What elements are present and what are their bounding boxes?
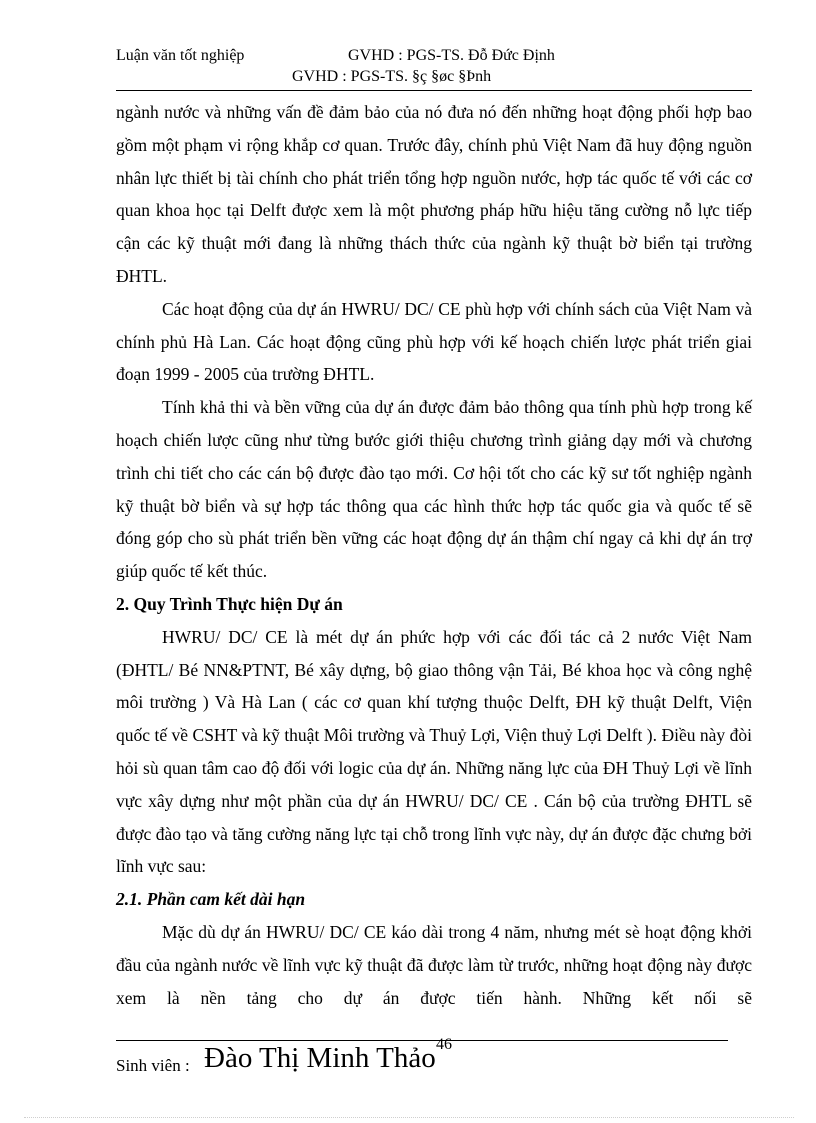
section-heading-2-1: 2.1. Phần cam kết dài hạn <box>116 889 306 910</box>
footer-student-name: Đào Thị Minh Thảo <box>204 1042 436 1074</box>
footer-student-label: Sinh viên : <box>116 1056 190 1075</box>
paragraph-policy: Các hoạt động của dự án HWRU/ DC/ CE phù hợp với chính sách của Việt Nam và chính phủ Hà Lan. Các hoạt động cũng phù hợp với kế hoạch chiến lược phát triển giai đoạn 1999 - 2005 của trường ĐHTL. <box>116 298 752 385</box>
page-bottom-dotted-line <box>24 1117 794 1118</box>
paragraph-long-term: Mặc dù dự án HWRU/ DC/ CE káo dài trong 4 năm, nhưng mét sè hoạt động khởi đầu của ngành nước về lĩnh vực kỹ thuật đã được làm từ trước, những hoạt động này được xem là nền tảng cho dự án được tiến hành. Những kết nối sẽ <box>116 921 752 1008</box>
header-thesis-label: Luận văn tốt nghiệp <box>116 47 245 64</box>
header-rule <box>116 90 752 91</box>
paragraph-continuation: ngành nước và những vấn đề đảm bảo của nó đưa nó đến những hoạt động phối hợp bao gồm một phạm vi rộng khắp cơ quan. Trước đây, chính phủ Việt Nam đã huy động nguồn nhân lực thiết bị tài chính cho phát triển tổng hợp nguồn nước, hợp tác quốc tế với các cơ quan khoa học tại Delft được xem là một phương pháp hữu hiệu tăng cường nỗ lực tiếp cận các kỹ thuật mới đang là những thách thức của ngành kỹ thuật bờ biển tại trường ĐHTL. <box>116 102 752 286</box>
header-advisor-garbled: GVHD : PGS-TS. §ç §øc §Þnh <box>292 68 492 85</box>
header-advisor: GVHD : PGS-TS. Đỗ Đức Định <box>348 47 555 64</box>
paragraph-feasibility: Tính khả thi và bền vững của dự án được đảm bảo thông qua tính phù hợp trong kế hoạch chiến lược cũng như từng bước giới thiệu chương trình giảng dạy mới và chương trình chi tiết cho các cán bộ được đào tạo mới. Cơ hội tốt cho các kỹ sư tốt nghiệp ngành kỹ thuật bờ biển và sự hợp tác thông qua các hình thức hợp tác quốc gia và quốc tế sẽ đóng góp cho sù phát triển bền vững các hoạt động dự án thậm chí ngay cả khi dự án trợ giúp quốc tế kết thúc. <box>116 397 752 582</box>
section-heading-2: 2. Quy Trình Thực hiện Dự án <box>116 593 343 614</box>
page-number: 46 <box>436 1036 452 1053</box>
footer-rule <box>116 1040 728 1041</box>
paragraph-project-partners: HWRU/ DC/ CE là mét dự án phức hợp với các đối tác cả 2 nước Việt Nam (ĐHTL/ Bé NN&PTNT, Bé xây dựng, bộ giao thông vận Tải, Bé khoa học và công nghệ môi trường ) Và Hà Lan ( các cơ quan khí tượng thuộc Delft, ĐH kỹ thuật Delft, Viện quốc tế về CSHT và kỹ thuật Môi trường và Thuỷ Lợi, Viện thuỷ Lợi Delft ). Điều này đòi hỏi sù quan tâm cao độ đối với logic của dự án. Những năng lực của ĐH Thuỷ Lợi về lĩnh vực xây dựng như một phần của dự án HWRU/ DC/ CE . Cán bộ của trường ĐHTL sẽ được đào tạo và tăng cường năng lực tại chỗ trong lĩnh vực này, dự án được đặc chưng bởi lĩnh vực sau: <box>116 626 752 877</box>
body-text <box>116 96 752 1014</box>
